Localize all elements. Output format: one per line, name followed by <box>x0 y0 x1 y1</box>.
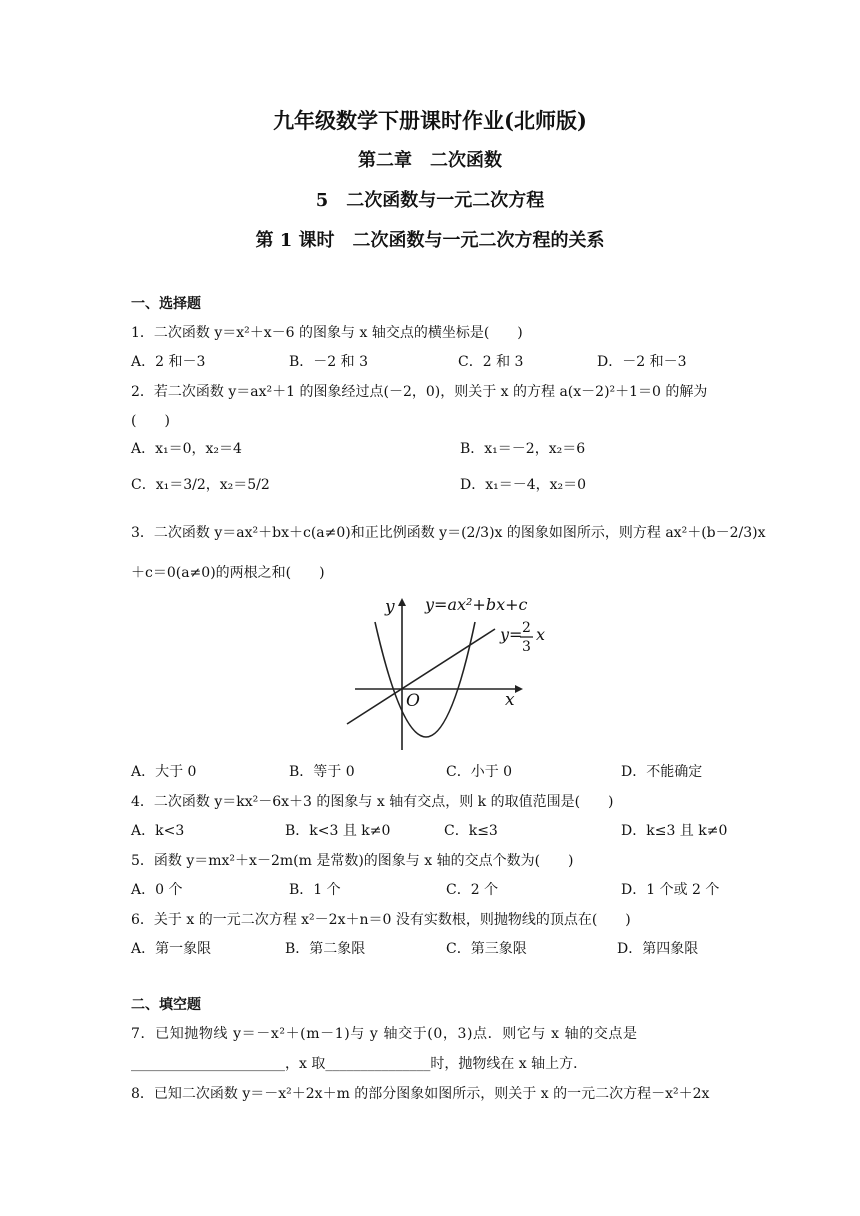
q3-option-d: D．不能确定 <box>621 764 703 780</box>
question-2-stem-cont: ( ) <box>131 413 170 429</box>
q3-option-a: A．大于 0 <box>131 764 197 780</box>
question-5-stem: 5．函数 y＝mx²＋x－2m(m 是常数)的图象与 x 轴的交点个数为( ) <box>131 853 574 869</box>
q1-option-b: B．－2 和 3 <box>289 354 369 370</box>
line-label-var: x <box>536 625 546 644</box>
question-3-stem-cont: ＋c＝0(a≠0)的两根之和( ) <box>131 565 325 581</box>
q4-option-c: C．k≤3 <box>444 823 498 839</box>
question-7-line2: ______________________，x 取_______________时，抛物线在 x 轴上方． <box>131 1056 588 1072</box>
q3-function-graph <box>335 592 565 752</box>
q3-option-c: C．小于 0 <box>446 764 513 780</box>
question-1-stem: 1．二次函数 y＝x²＋x－6 的图象与 x 轴交点的横坐标是( ) <box>131 325 523 341</box>
page-title: 九年级数学下册课时作业(北师版) <box>273 108 587 133</box>
q5-option-d: D．1 个或 2 个 <box>621 882 720 898</box>
lesson-heading: 第 1 课时 二次函数与一元二次方程的关系 <box>255 230 605 251</box>
q1-option-d: D．－2 和－3 <box>597 354 687 370</box>
q2-option-c: C．x₁＝3/2，x₂＝5/2 <box>131 477 270 493</box>
parabola-label: y=ax²+bx+c <box>425 595 528 614</box>
parabola-curve <box>375 622 475 737</box>
q6-option-b: B．第二象限 <box>285 941 366 957</box>
q4-option-b: B．k<3 且 k≠0 <box>285 823 391 839</box>
section-fill-heading: 二、填空题 <box>131 997 201 1013</box>
question-3-stem: 3．二次函数 y＝ax²＋bx＋c(a≠0)和正比例函数 y＝(2/3)x 的图象如图所示，则方程 ax²＋(b－2/3)x <box>131 525 766 541</box>
q1-option-c: C．2 和 3 <box>458 354 524 370</box>
y-axis-arrow <box>398 598 406 606</box>
q1-option-a: A．2 和－3 <box>131 354 206 370</box>
q2-option-b: B．x₁＝－2，x₂＝6 <box>460 441 586 457</box>
q6-option-d: D．第四象限 <box>617 941 699 957</box>
question-6-stem: 6．关于 x 的一元二次方程 x²－2x＋n＝0 没有实数根，则抛物线的顶点在( ) <box>131 912 631 928</box>
question-7-line1: 7．已知抛物线 y＝－x²＋(m－1)与 y 轴交于(0，3)点．则它与 x 轴的交点是 <box>131 1026 638 1042</box>
y-axis-label: y <box>385 597 395 617</box>
q2-option-a: A．x₁＝0，x₂＝4 <box>131 441 242 457</box>
q5-option-b: B．1 个 <box>289 882 341 898</box>
origin-label: O <box>406 691 420 711</box>
line-label-numerator: 2 <box>522 620 531 636</box>
q6-option-c: C．第三象限 <box>446 941 527 957</box>
question-2-stem: 2．若二次函数 y＝ax²＋1 的图象经过点(－2，0)，则关于 x 的方程 a(x－2)²＋1＝0 的解为 <box>131 384 708 400</box>
x-axis-arrow <box>515 685 523 693</box>
q6-option-a: A．第一象限 <box>131 941 212 957</box>
q4-option-d: D．k≤3 且 k≠0 <box>621 823 728 839</box>
line-curve <box>347 629 495 724</box>
section-heading: 5 二次函数与一元二次方程 <box>315 190 545 211</box>
q5-option-c: C．2 个 <box>446 882 499 898</box>
chapter-heading: 第二章 二次函数 <box>358 150 502 171</box>
q5-option-a: A．0 个 <box>131 882 183 898</box>
line-label-denominator: 3 <box>522 639 531 655</box>
section-choice-heading: 一、选择题 <box>131 296 201 312</box>
q3-option-b: B．等于 0 <box>289 764 355 780</box>
q2-option-d: D．x₁＝－4，x₂＝0 <box>460 477 587 493</box>
line-label-prefix: y= <box>500 625 523 644</box>
q4-option-a: A．k<3 <box>131 823 185 839</box>
question-4-stem: 4．二次函数 y＝kx²－6x＋3 的图象与 x 轴有交点，则 k 的取值范围是( ) <box>131 794 614 810</box>
x-axis-label: x <box>505 690 515 710</box>
question-8-line1: 8．已知二次函数 y＝－x²＋2x＋m 的部分图象如图所示，则关于 x 的一元二次方程－x²＋2x <box>131 1086 710 1102</box>
